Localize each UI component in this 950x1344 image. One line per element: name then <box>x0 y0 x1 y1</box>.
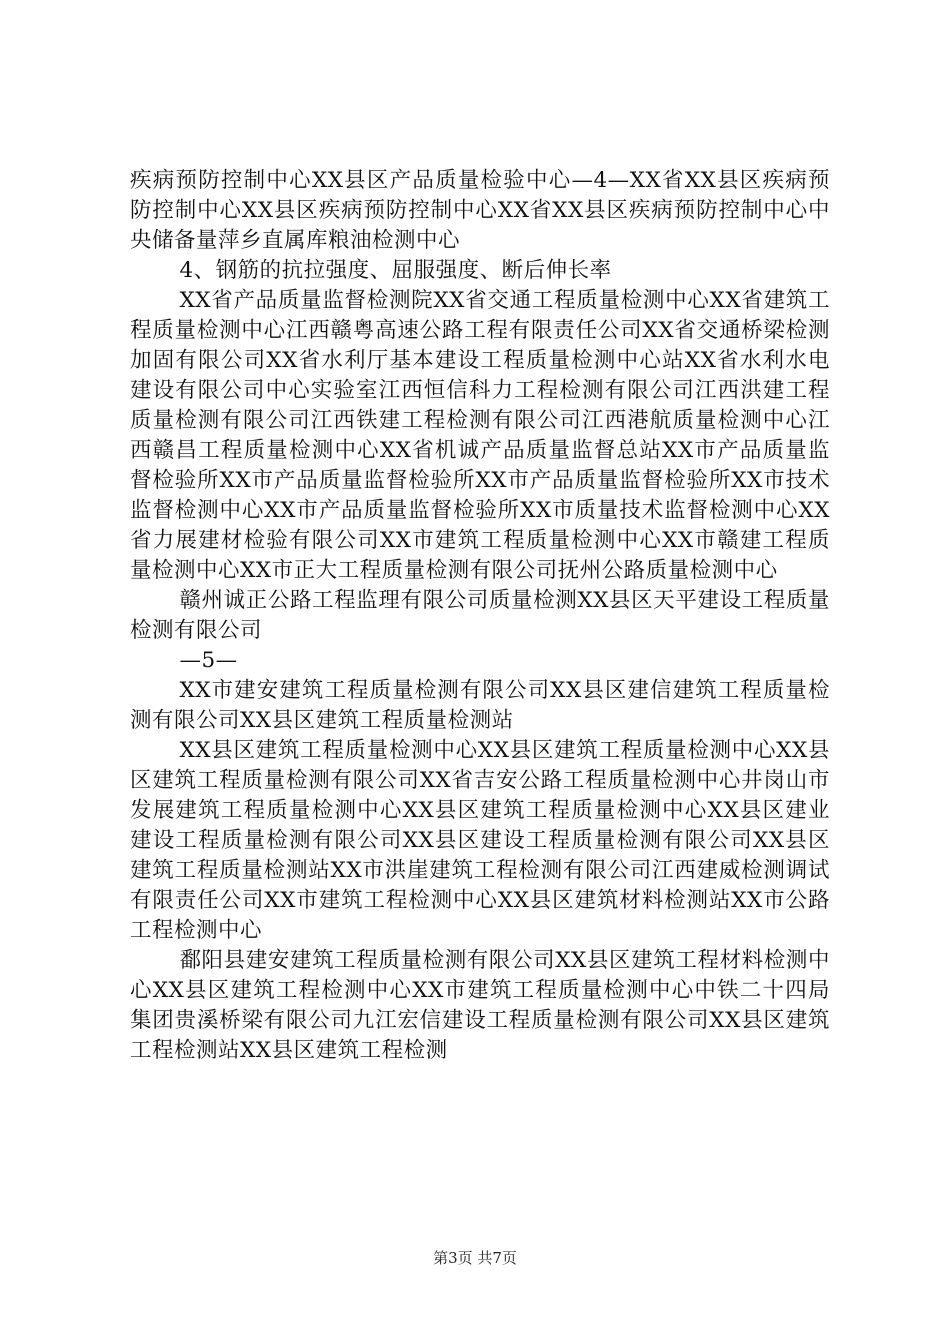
page-marker: —5— <box>179 648 238 673</box>
paragraph-3: XX省产品质量监督检测院XX省交通工程质量检测中心XX省建筑工程质量检测中心江西赣粤高速公路工程有限责任公司XX省交通桥梁检测加固有限公司XX省水利厅基本建设工程质量检测中心站XX省水利水电建设有限公司中心实验室江西恒信科力工程检测有限公司江西洪建工程质量检测有限公司江西铁建工程检测有限公司江西港航质量检测中心江西赣昌工程质量检测中心XX省机诚产品质量监督总站XX市产品质量监督检验所XX市产品质量监督检验所XX市产品质量监督检验所XX市技术监督检测中心XX市产品质量监督检验所XX市质量技术监督检测中心XX省力展建材检验有限公司XX市建筑工程质量检测中心XX市赣建工程质量检测中心XX市正大工程质量检测有限公司抚州公路质量检测中心 <box>130 288 830 583</box>
paragraph-1: 疾病预防控制中心XX县区产品质量检验中心—4—XX省XX县区疾病预防控制中心XX县区疾病预防控制中心XX省XX县区疾病预防控制中心中央储备量萍乡直属库粮油检测中心 <box>130 168 830 253</box>
paragraph-7: 鄱阳县建安建筑工程质量检测有限公司XX县区建筑工程材料检测中心XX县区建筑工程检测中心XX市建筑工程质量检测中心中铁二十四局集团贵溪桥梁有限公司九江宏信建设工程质量检测有限公司XX县区建筑工程检测站XX县区建筑工程检测 <box>130 948 830 1063</box>
paragraph-6: XX县区建筑工程质量检测中心XX县区建筑工程质量检测中心XX县区建筑工程质量检测有限公司XX省吉安公路工程质量检测中心井岗山市发展建筑工程质量检测中心XX县区建筑工程质量检测中心XX县区建业建设工程质量检测有限公司XX县区建设工程质量检测有限公司XX县区建筑工程质量检测站XX市洪崖建筑工程检测有限公司江西建威检测调试有限责任公司XX市建筑工程检测中心XX县区建筑材料检测站XX市公路工程检测中心 <box>130 738 830 943</box>
document-body <box>130 166 830 1066</box>
paragraph-4: 赣州诚正公路工程监理有限公司质量检测XX县区天平建设工程质量检测有限公司 <box>130 588 830 643</box>
paragraph-5: XX市建安建筑工程质量检测有限公司XX县区建信建筑工程质量检测有限公司XX县区建筑工程质量检测站 <box>130 678 830 733</box>
paragraph-2-heading: 4、钢筋的抗拉强度、屈服强度、断后伸长率 <box>179 258 612 283</box>
page-footer: 第3页 共7页 <box>433 1249 517 1267</box>
